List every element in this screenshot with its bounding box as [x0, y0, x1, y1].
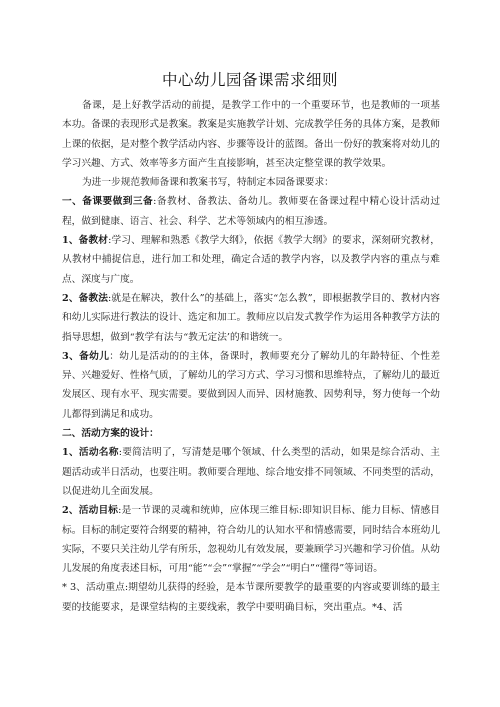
item-prep-methods [62, 289, 440, 347]
intro-paragraph: 备课，是上好教学活动的前提，是教学工作中的一个重要环节，也是教师的一项基本功。备课的表现形式是教案。教案是实施教学计划、完成教学任务的具体方案，是教师上课的依据，是对整个教学活动内容、步骤等设计的蓝图。备出一份好的教案将对幼儿的学习兴趣、方式、效率等多方面产生直接影响，甚至决定整堂课的教学效果。 [62, 100, 440, 169]
section-heading: 一、备课要做到三备 [62, 196, 154, 208]
item-heading: 1、活动名称 [62, 447, 119, 459]
item-text: :就是在解决，教什么”的基础上，落实“怎么教”，即根据教学目的、教材内容和幼儿实际进行教法的设计、选定和加工。教师应以启发式教学作为运用各种教学方法的指导思想，做到“教学有法与“教无定法’的和谐统一。 [62, 292, 440, 343]
section-three-prep [62, 192, 440, 231]
item-activity-goals [62, 501, 440, 578]
item-text: :学习、理解和熟悉《教学大纲》，依据《教学大纲》的要求，深刻研究教材，从教材中捕捉信息，进行加工和处理，确定合适的教学内容，以及教学内容的重点与难点、深度与广度。 [62, 235, 440, 285]
item-heading: 2、活动目标 [62, 505, 119, 517]
item-text: :是一节课的灵魂和统帅，应体现三维目标:即知识目标、能力目标、情感目标。目标的制定要符合纲要的精神，符合幼儿的认知水平和情感需要，同时结合本班幼儿实际，不要只关注幼儿学有所乐，忽视幼儿有效发展，要兼顾学习兴趣和学习价值。从幼儿发展的角度表述目标，可用“能”“会”“掌握”“学会”“明白”“懂得”等词语。 [62, 505, 440, 575]
item-activity-focus: * 3、活动重点:期望幼儿获得的经验，是本节课所要教学的最重要的内容或要训练的最主要的技能要求，是课堂结构的主要线索，教学中要明确目标，突出重点。*4、活 [62, 582, 440, 613]
item-heading: 1、备教材 [62, 235, 109, 247]
document-title: 中心幼儿园备课需求细则 [161, 71, 338, 89]
item-heading: 2、备教法 [62, 292, 109, 304]
section-text: :备教材、备教法、备幼儿。教师要在备课过程中精心设计活动过程，做到健康、语言、社会、科学、艺术等领域内的相互渗透。 [62, 196, 441, 227]
intro-requirements-line: 为进一步规范教师备课和教案书写，特制定本园备课要求： [82, 177, 334, 189]
item-text: ：幼儿是活动的的主体，备课时，教师要充分了解幼儿的年龄特征、个性差异、兴趣爱好、性格气质，了解幼儿的学习方式、学习习惯和思维特点，了解幼儿的最近发展区、现有水平、现实需要。要做到因人而异、因材施教、因势利导，努力使每一个幼儿都得到满足和成功。 [62, 350, 441, 420]
item-prep-materials [62, 231, 440, 289]
item-heading: 3、备幼儿 [62, 350, 110, 362]
document-body [62, 96, 440, 617]
item-prep-children [62, 347, 440, 424]
item-text: :要简洁明了，写清楚是哪个领域、什么类型的活动，如果是综合活动、主题活动或半日活动，也要注明。教师要合理地、综合地安排不同领域、不同类型的活动，以促进幼儿全面发展。 [62, 447, 440, 497]
section-activity-design: 二、活动方案的设计： [62, 428, 159, 440]
item-activity-name [62, 443, 440, 501]
